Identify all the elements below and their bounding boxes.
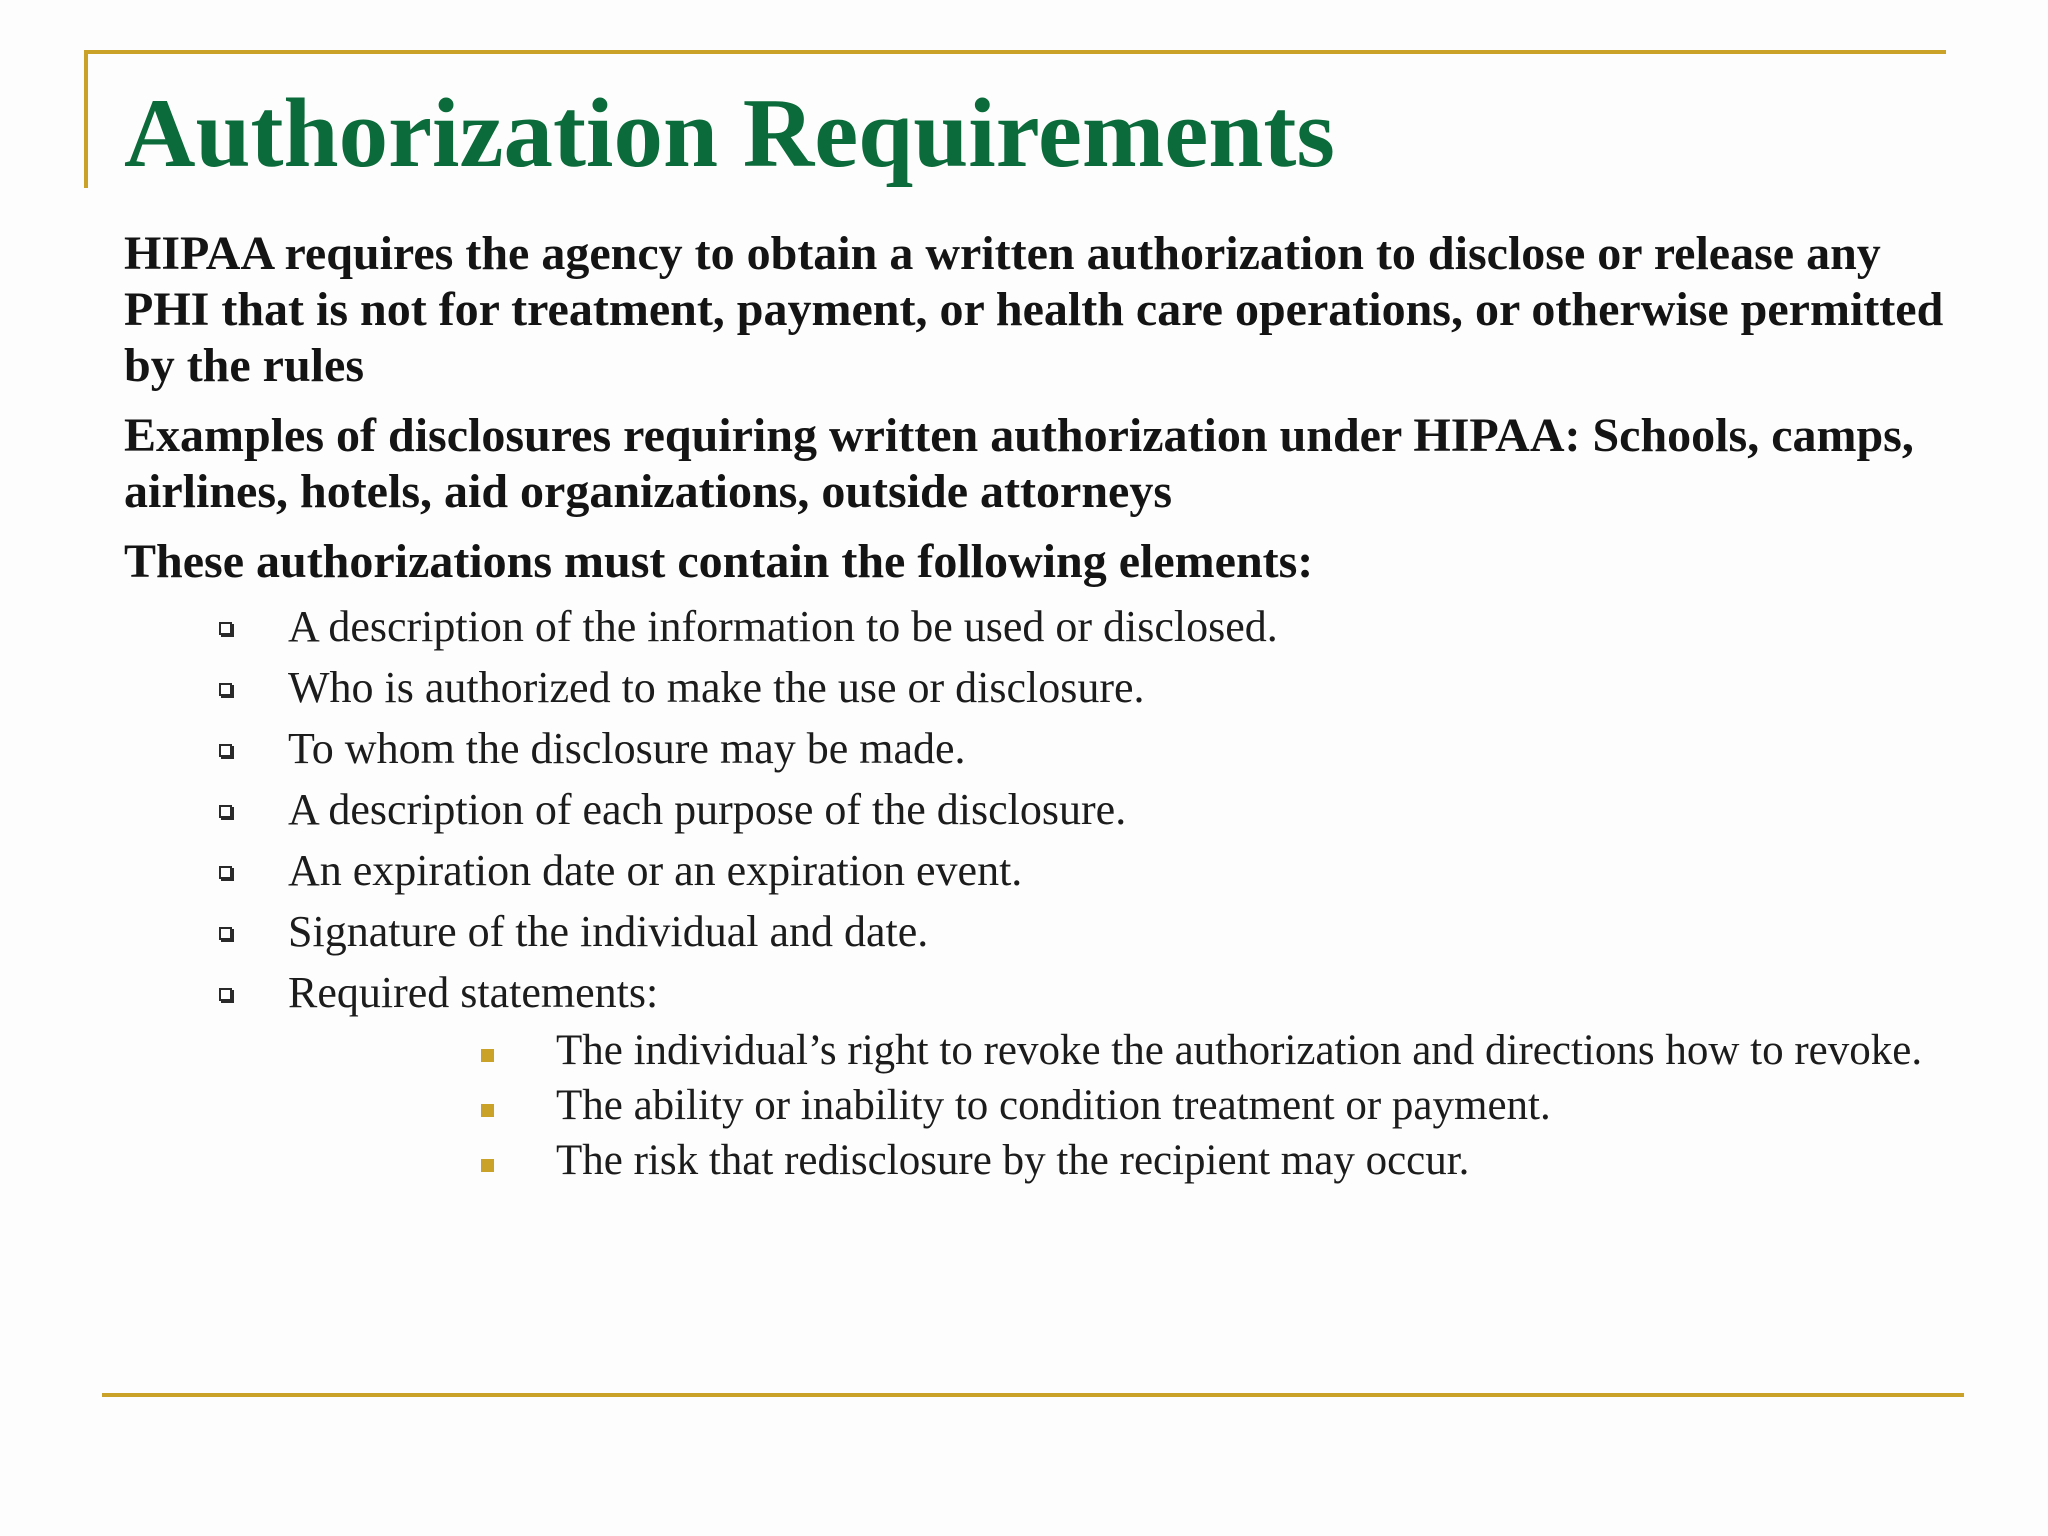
element-text: Who is authorized to make the use or disclosure. <box>288 663 1145 712</box>
element-text: To whom the disclosure may be made. <box>288 724 966 773</box>
left-accent-rule <box>84 50 88 188</box>
element-item <box>124 657 1954 718</box>
hollow-square-bullet-icon <box>219 988 232 1001</box>
filled-square-bullet-icon <box>481 1049 494 1062</box>
element-text: An expiration date or an expiration event. <box>288 846 1023 895</box>
statement-item <box>288 1133 1954 1188</box>
element-item <box>124 962 1954 1188</box>
hollow-square-bullet-icon <box>219 866 232 879</box>
element-item <box>124 840 1954 901</box>
required-statements-list <box>288 1023 1954 1188</box>
element-text: Required statements: <box>288 968 659 1017</box>
disclosure-examples-paragraph: Examples of disclosures requiring written authorization under HIPAA: Schools, camps, airlines, hotels, aid organizations, outside attorneys <box>124 409 1914 518</box>
element-item <box>124 718 1954 779</box>
element-item <box>124 779 1954 840</box>
filled-square-bullet-icon <box>481 1159 494 1172</box>
statement-item <box>288 1023 1954 1078</box>
element-item <box>124 901 1954 962</box>
statement-item <box>288 1078 1954 1133</box>
bottom-accent-rule <box>102 1393 1964 1397</box>
required-elements-list <box>124 596 1954 1188</box>
hollow-square-bullet-icon <box>219 744 232 757</box>
top-accent-rule <box>84 50 1946 54</box>
hollow-square-bullet-icon <box>219 683 232 696</box>
filled-square-bullet-icon <box>481 1104 494 1117</box>
required-elements-heading: These authorizations must contain the following elements: <box>124 535 1314 588</box>
hollow-square-bullet-icon <box>219 622 232 635</box>
slide-title: Authorization Requirements <box>124 79 1335 188</box>
statement-text: The ability or inability to condition treatment or payment. <box>556 1082 1551 1129</box>
element-text: A description of the information to be used or disclosed. <box>288 602 1278 651</box>
statement-text: The risk that redisclosure by the recipient may occur. <box>556 1137 1470 1184</box>
statement-text: The individual’s right to revoke the authorization and directions how to revoke. <box>556 1027 1923 1074</box>
element-text: Signature of the individual and date. <box>288 907 929 956</box>
element-item <box>124 596 1954 657</box>
hipaa-requirement-paragraph: HIPAA requires the agency to obtain a written authorization to disclose or release any PHI that is not for treatment, payment, or health care operations, or otherwise permitted by the rules <box>124 227 1944 392</box>
element-text: A description of each purpose of the disclosure. <box>288 785 1127 834</box>
slide-body <box>124 226 1954 1188</box>
hollow-square-bullet-icon <box>219 927 232 940</box>
hollow-square-bullet-icon <box>219 805 232 818</box>
